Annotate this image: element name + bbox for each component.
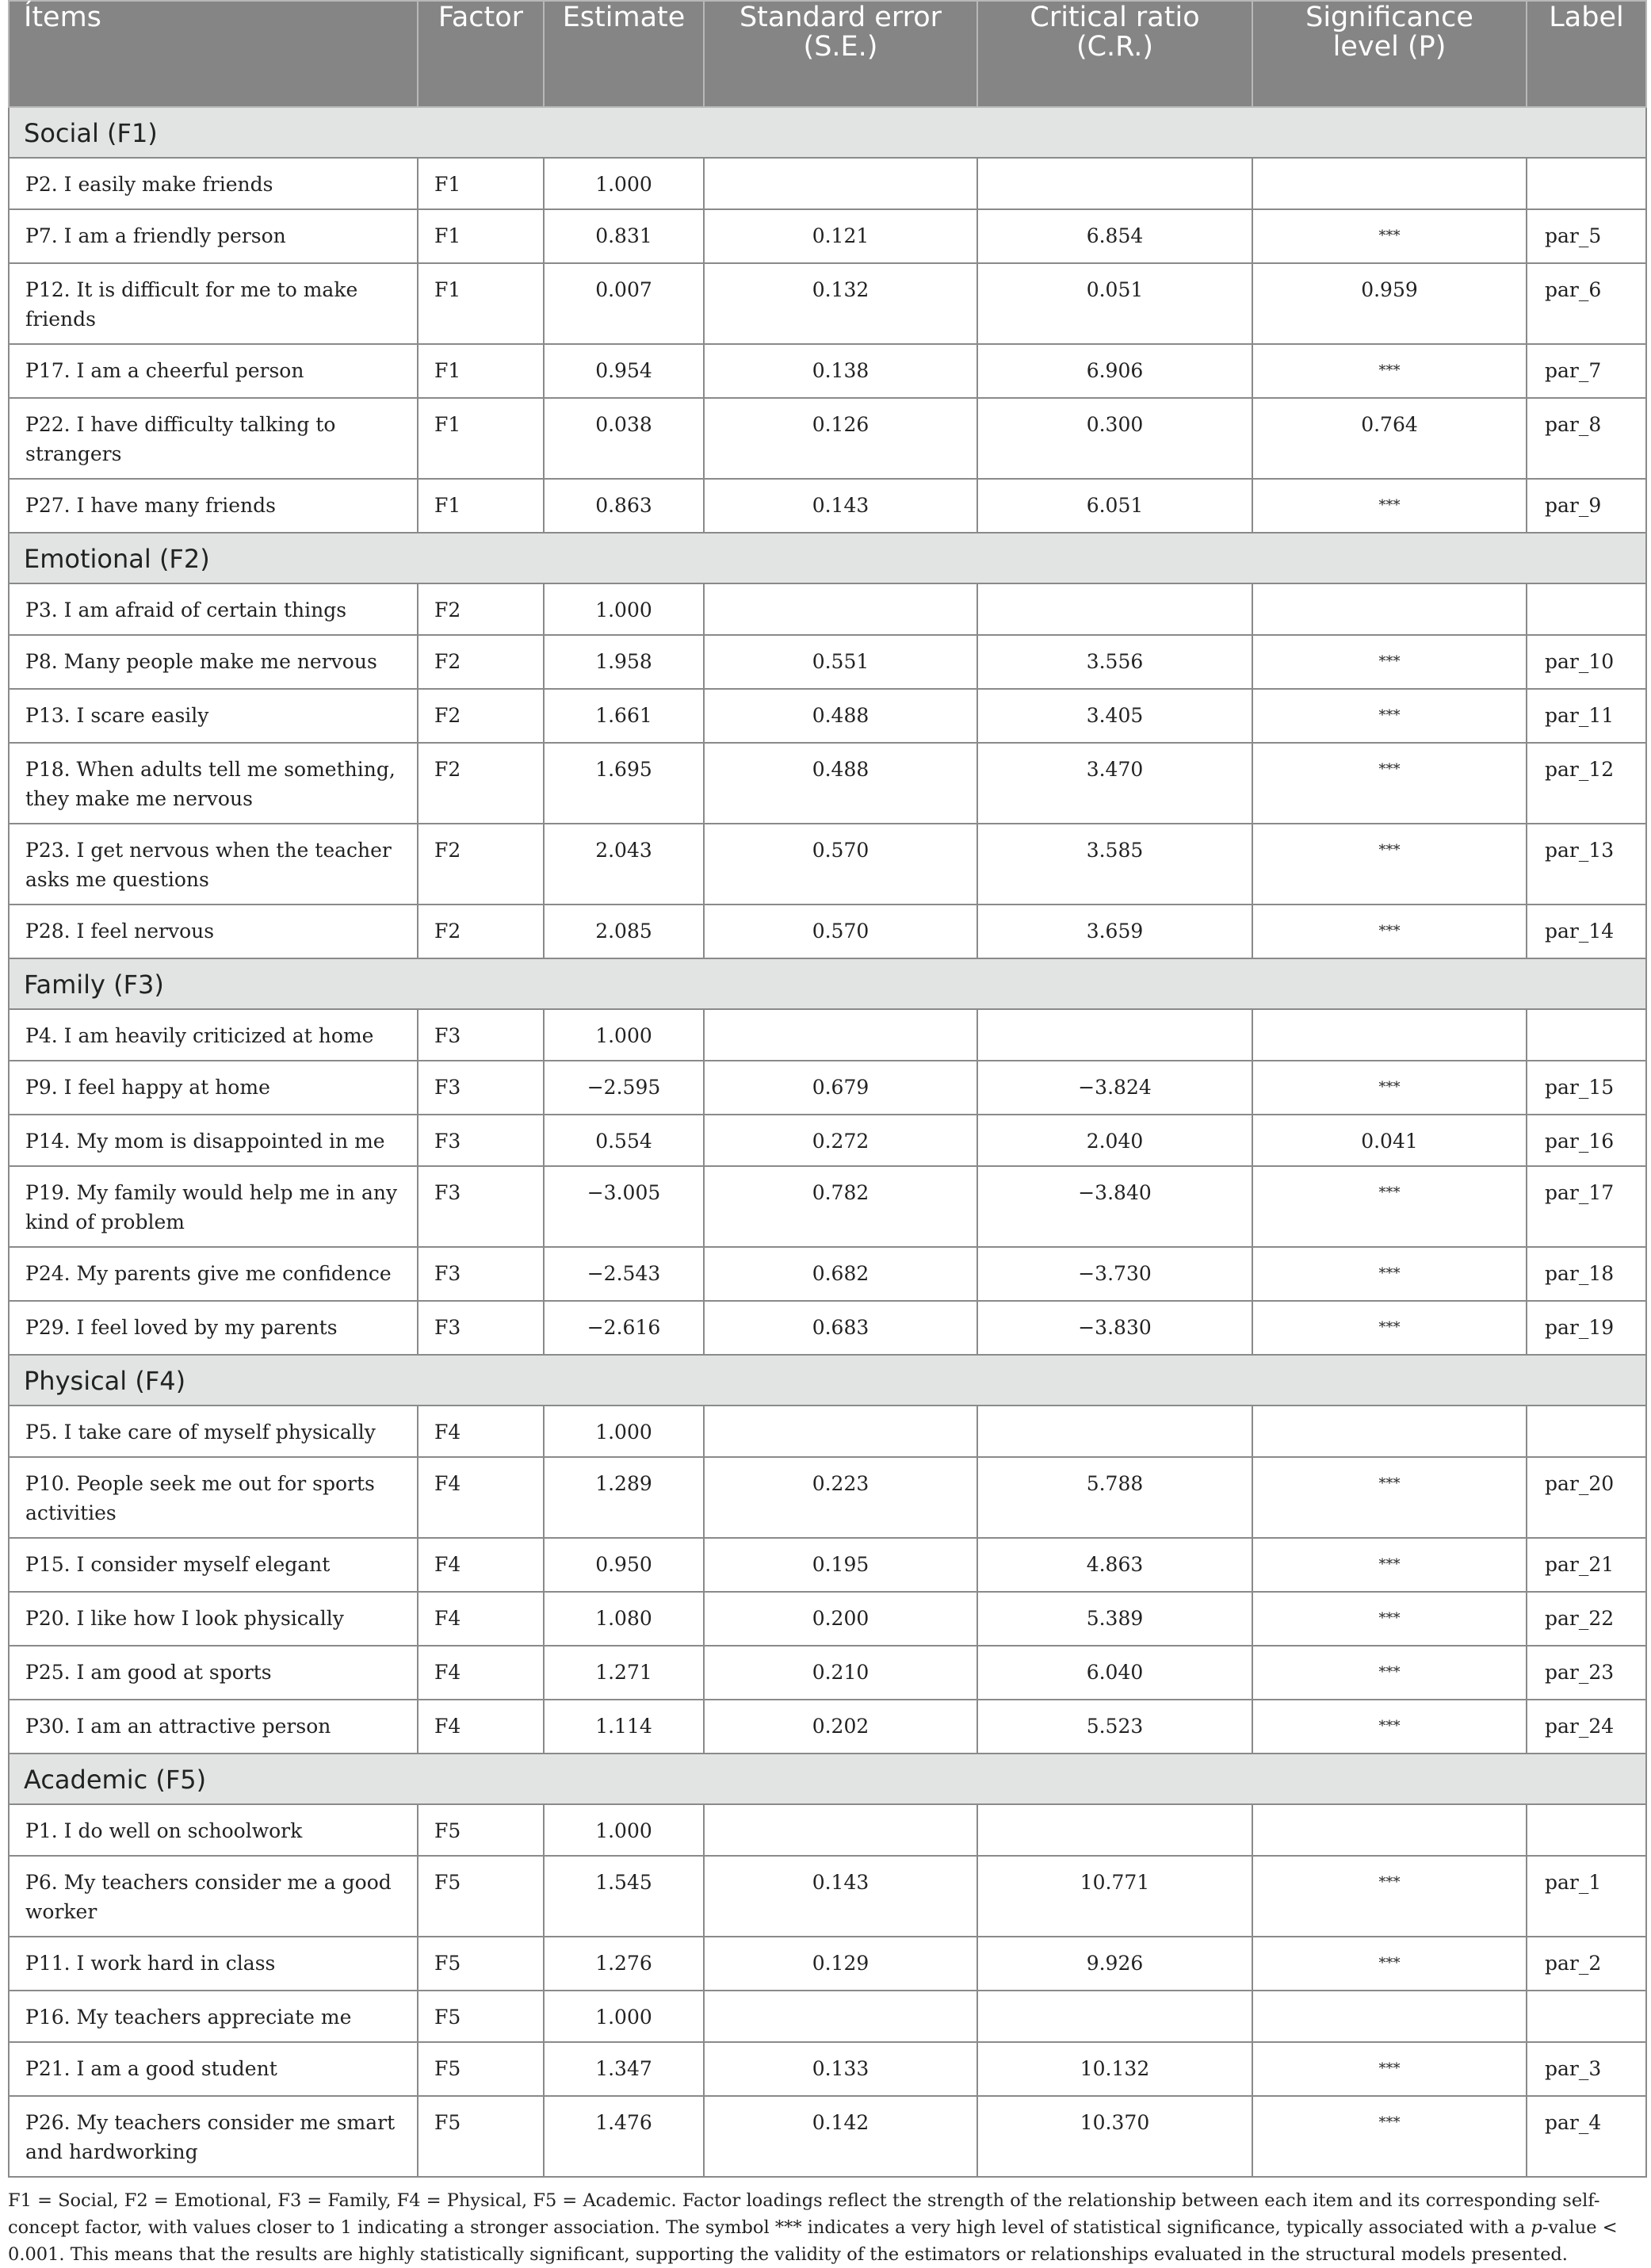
significance-cell [1252,158,1527,209]
item-cell: P5. I take care of myself physically [9,1406,418,1457]
label-cell: par_9 [1527,479,1646,533]
significance-cell: 0.959 [1252,263,1527,344]
critical-ratio-cell [977,1991,1252,2042]
standard-error-cell: 0.143 [704,1856,977,1937]
item-cell: P17. I am a cheerful person [9,344,418,398]
label-cell [1527,1406,1646,1457]
standard-error-cell: 0.679 [704,1061,977,1115]
label-cell: par_15 [1527,1061,1646,1115]
significance-cell: 0.764 [1252,398,1527,479]
factor-cell: F1 [418,158,544,209]
factor-cell: F3 [418,1301,544,1355]
header-se-line2: (S.E.) [803,31,878,63]
header-cr-line1: Critical ratio [1030,2,1200,33]
standard-error-cell [704,1406,977,1457]
table-row [9,1646,1646,1700]
critical-ratio-cell: 4.863 [977,1538,1252,1592]
critical-ratio-cell: −3.824 [977,1061,1252,1115]
item-cell: P10. People seek me out for sports activities [9,1457,418,1538]
label-cell: par_16 [1527,1115,1646,1166]
standard-error-cell: 0.132 [704,263,977,344]
factor-cell: F4 [418,1592,544,1646]
item-cell: P25. I am good at sports [9,1646,418,1700]
table-row [9,689,1646,743]
significance-cell [1252,1457,1527,1538]
critical-ratio-cell: 10.370 [977,2096,1252,2177]
label-cell: par_7 [1527,344,1646,398]
factor-cell: F1 [418,398,544,479]
estimate-cell: 2.085 [544,905,704,958]
significance-cell [1252,689,1527,743]
factor-cell: F2 [418,743,544,824]
significance-stars: *** [1378,842,1401,859]
significance-stars: *** [1378,761,1401,778]
estimate-cell: 0.038 [544,398,704,479]
item-cell: P12. It is difficult for me to make friends [9,263,418,344]
critical-ratio-cell: 3.585 [977,824,1252,905]
factor-cell: F5 [418,2042,544,2096]
table-row [9,263,1646,344]
significance-cell [1252,1166,1527,1247]
significance-cell [1252,1804,1527,1856]
item-cell: P18. When adults tell me something, they make me nervous [9,743,418,824]
table-row [9,1804,1646,1856]
standard-error-cell: 0.138 [704,344,977,398]
header-items: Ítems [9,1,418,107]
factor-cell: F5 [418,1937,544,1991]
label-cell [1527,1804,1646,1856]
significance-cell [1252,479,1527,533]
estimate-cell: −3.005 [544,1166,704,1247]
estimate-cell: 1.271 [544,1646,704,1700]
table-footnote [8,2187,1645,2268]
header-critical-ratio [977,1,1252,107]
critical-ratio-cell: 5.788 [977,1457,1252,1538]
significance-stars: *** [1378,923,1401,939]
section-title: Academic (F5) [9,1754,1646,1804]
standard-error-cell: 0.570 [704,824,977,905]
footnote-text-1: F1 = Social, F2 = Emotional, F3 = Family, F4 = Physical, F5 = Academic. Factor loadings reflect the strength of the relationship between each item and its corresponding self-concept factor, with values closer to 1 indicating a stronger association. The symbol *** indicates a very high level of statistical significance, typically associated with a [8,2190,1600,2238]
label-cell: par_4 [1527,2096,1646,2177]
item-cell: P20. I like how I look physically [9,1592,418,1646]
significance-stars: *** [1378,1556,1401,1573]
table-row [9,1009,1646,1061]
standard-error-cell: 0.210 [704,1646,977,1700]
label-cell: par_8 [1527,398,1646,479]
factor-cell: F3 [418,1115,544,1166]
table-row [9,1538,1646,1592]
critical-ratio-cell [977,158,1252,209]
section-header-row [9,1754,1646,1804]
significance-cell [1252,905,1527,958]
table-row [9,209,1646,263]
table-row [9,1937,1646,1991]
critical-ratio-cell [977,583,1252,635]
significance-cell [1252,1538,1527,1592]
header-standard-error [704,1,977,107]
header-estimate: Estimate [544,1,704,107]
critical-ratio-cell: 2.040 [977,1115,1252,1166]
standard-error-cell: 0.142 [704,2096,977,2177]
factor-cell: F4 [418,1700,544,1754]
factor-cell: F3 [418,1061,544,1115]
significance-cell [1252,1301,1527,1355]
estimate-cell: 0.950 [544,1538,704,1592]
factor-cell: F5 [418,1804,544,1856]
table-body [9,107,1646,2177]
critical-ratio-cell [977,1406,1252,1457]
header-se-line1: Standard error [739,2,942,33]
critical-ratio-cell: 0.051 [977,263,1252,344]
factor-cell: F2 [418,689,544,743]
factor-cell: F1 [418,344,544,398]
table-row [9,2042,1646,2096]
standard-error-cell: 0.202 [704,1700,977,1754]
significance-stars: *** [1378,1265,1401,1282]
critical-ratio-cell: 3.470 [977,743,1252,824]
standard-error-cell: 0.682 [704,1247,977,1301]
significance-stars: *** [1378,1955,1401,1972]
standard-error-cell: 0.570 [704,905,977,958]
table-row [9,479,1646,533]
estimate-cell: 1.000 [544,1804,704,1856]
item-cell: P28. I feel nervous [9,905,418,958]
estimate-cell: 1.545 [544,1856,704,1937]
significance-stars: *** [1378,1664,1401,1681]
standard-error-cell: 0.143 [704,479,977,533]
table-row [9,1856,1646,1937]
significance-cell [1252,1856,1527,1937]
factor-cell: F1 [418,479,544,533]
estimate-cell: 1.347 [544,2042,704,2096]
item-cell: P4. I am heavily criticized at home [9,1009,418,1061]
item-cell: P16. My teachers appreciate me [9,1991,418,2042]
table-row [9,824,1646,905]
critical-ratio-cell: 6.906 [977,344,1252,398]
factor-cell: F4 [418,1646,544,1700]
estimate-cell: 0.831 [544,209,704,263]
estimate-cell: 1.289 [544,1457,704,1538]
section-header-row [9,958,1646,1009]
standard-error-cell: 0.195 [704,1538,977,1592]
standard-error-cell: 0.126 [704,398,977,479]
item-cell: P9. I feel happy at home [9,1061,418,1115]
factor-cell: F4 [418,1538,544,1592]
standard-error-cell: 0.223 [704,1457,977,1538]
item-cell: P30. I am an attractive person [9,1700,418,1754]
item-cell: P11. I work hard in class [9,1937,418,1991]
factor-cell: F2 [418,905,544,958]
section-header-row [9,107,1646,158]
table-row [9,158,1646,209]
item-cell: P15. I consider myself elegant [9,1538,418,1592]
item-cell: P27. I have many friends [9,479,418,533]
factor-cell: F5 [418,2096,544,2177]
label-cell: par_12 [1527,743,1646,824]
standard-error-cell [704,1991,977,2042]
label-cell [1527,583,1646,635]
critical-ratio-cell: 0.300 [977,398,1252,479]
significance-stars: *** [1378,653,1401,670]
standard-error-cell: 0.488 [704,689,977,743]
critical-ratio-cell: 10.132 [977,2042,1252,2096]
label-cell: par_11 [1527,689,1646,743]
standard-error-cell: 0.272 [704,1115,977,1166]
label-cell: par_14 [1527,905,1646,958]
significance-cell [1252,583,1527,635]
significance-cell [1252,1009,1527,1061]
factor-cell: F2 [418,635,544,689]
significance-cell [1252,1991,1527,2042]
significance-cell [1252,824,1527,905]
estimate-cell: 1.000 [544,158,704,209]
factor-cell: F5 [418,1991,544,2042]
header-factor: Factor [418,1,544,107]
item-cell: P26. My teachers consider me smart and hardworking [9,2096,418,2177]
estimate-cell: −2.543 [544,1247,704,1301]
significance-cell [1252,344,1527,398]
critical-ratio-cell: −3.830 [977,1301,1252,1355]
estimate-cell: 2.043 [544,824,704,905]
standard-error-cell [704,1804,977,1856]
table-row [9,1592,1646,1646]
section-title: Social (F1) [9,107,1646,158]
header-significance [1252,1,1527,107]
estimate-cell: 1.114 [544,1700,704,1754]
factor-cell: F4 [418,1406,544,1457]
critical-ratio-cell: −3.730 [977,1247,1252,1301]
header-cr-line2: (C.R.) [1076,31,1154,63]
table-row [9,398,1646,479]
factor-cell: F4 [418,1457,544,1538]
estimate-cell: 1.476 [544,2096,704,2177]
standard-error-cell [704,158,977,209]
significance-cell [1252,2096,1527,2177]
significance-stars: *** [1378,1610,1401,1627]
significance-cell [1252,209,1527,263]
critical-ratio-cell: 6.051 [977,479,1252,533]
item-cell: P2. I easily make friends [9,158,418,209]
significance-stars: *** [1378,1184,1401,1201]
significance-stars: *** [1378,1079,1401,1096]
significance-stars: *** [1378,1319,1401,1336]
table-row [9,743,1646,824]
significance-cell [1252,1247,1527,1301]
significance-cell [1252,635,1527,689]
item-cell: P22. I have difficulty talking to strangers [9,398,418,479]
header-p-line1: Significance [1305,2,1473,33]
significance-stars: *** [1378,228,1401,244]
factor-cell: F1 [418,263,544,344]
estimate-cell: 0.954 [544,344,704,398]
estimate-cell: 1.000 [544,583,704,635]
standard-error-cell: 0.551 [704,635,977,689]
label-cell: par_5 [1527,209,1646,263]
label-cell: par_22 [1527,1592,1646,1646]
footnote-p-italic: p [1531,2217,1542,2238]
item-cell: P3. I am afraid of certain things [9,583,418,635]
header-p-line2: level (P) [1332,31,1447,63]
label-cell: par_21 [1527,1538,1646,1592]
estimate-cell: 1.276 [544,1937,704,1991]
critical-ratio-cell: 10.771 [977,1856,1252,1937]
table-row [9,1061,1646,1115]
label-cell: par_24 [1527,1700,1646,1754]
standard-error-cell: 0.129 [704,1937,977,1991]
label-cell: par_19 [1527,1301,1646,1355]
item-cell: P7. I am a friendly person [9,209,418,263]
estimate-cell: 1.000 [544,1991,704,2042]
standard-error-cell: 0.133 [704,2042,977,2096]
critical-ratio-cell: 5.389 [977,1592,1252,1646]
label-cell [1527,1009,1646,1061]
significance-stars: *** [1378,497,1401,514]
label-cell: par_13 [1527,824,1646,905]
factor-cell: F2 [418,824,544,905]
factor-cell: F1 [418,209,544,263]
significance-stars: *** [1378,1718,1401,1734]
section-title: Emotional (F2) [9,533,1646,583]
critical-ratio-cell: 3.556 [977,635,1252,689]
standard-error-cell: 0.683 [704,1301,977,1355]
item-cell: P6. My teachers consider me a good worker [9,1856,418,1937]
section-title: Physical (F4) [9,1355,1646,1406]
estimate-cell: 0.863 [544,479,704,533]
estimate-cell: 1.958 [544,635,704,689]
estimate-cell: 0.007 [544,263,704,344]
table-row [9,1166,1646,1247]
estimate-cell: 1.080 [544,1592,704,1646]
table-row [9,1247,1646,1301]
label-cell [1527,1991,1646,2042]
table-row [9,344,1646,398]
critical-ratio-cell [977,1804,1252,1856]
significance-cell [1252,1646,1527,1700]
factor-cell: F2 [418,583,544,635]
table-row [9,1115,1646,1166]
critical-ratio-cell: 3.659 [977,905,1252,958]
label-cell: par_2 [1527,1937,1646,1991]
critical-ratio-cell [977,1009,1252,1061]
item-cell: P23. I get nervous when the teacher asks me questions [9,824,418,905]
section-header-row [9,533,1646,583]
item-cell: P24. My parents give me confidence [9,1247,418,1301]
header-label: Label [1527,1,1646,107]
section-header-row [9,1355,1646,1406]
label-cell: par_3 [1527,2042,1646,2096]
factor-cell: F3 [418,1009,544,1061]
estimate-cell: 1.695 [544,743,704,824]
significance-stars: *** [1378,2114,1401,2131]
table-row [9,2096,1646,2177]
significance-cell [1252,1700,1527,1754]
section-title: Family (F3) [9,958,1646,1009]
estimate-cell: 1.000 [544,1406,704,1457]
significance-stars: *** [1378,362,1401,379]
estimate-cell: 1.661 [544,689,704,743]
standard-error-cell: 0.782 [704,1166,977,1247]
header-row [9,1,1646,107]
item-cell: P13. I scare easily [9,689,418,743]
table-row [9,1700,1646,1754]
table-row [9,1457,1646,1538]
significance-stars: *** [1378,2060,1401,2077]
significance-cell [1252,1061,1527,1115]
significance-cell [1252,1937,1527,1991]
standard-error-cell: 0.121 [704,209,977,263]
standard-error-cell [704,583,977,635]
label-cell: par_17 [1527,1166,1646,1247]
item-cell: P8. Many people make me nervous [9,635,418,689]
critical-ratio-cell: 3.405 [977,689,1252,743]
significance-stars: *** [1378,1874,1401,1891]
label-cell: par_20 [1527,1457,1646,1538]
label-cell [1527,158,1646,209]
item-cell: P14. My mom is disappointed in me [9,1115,418,1166]
table-row [9,635,1646,689]
significance-cell [1252,1592,1527,1646]
critical-ratio-cell: 6.854 [977,209,1252,263]
label-cell: par_23 [1527,1646,1646,1700]
estimate-cell: 1.000 [544,1009,704,1061]
significance-stars: *** [1378,707,1401,724]
label-cell: par_1 [1527,1856,1646,1937]
critical-ratio-cell: −3.840 [977,1166,1252,1247]
standard-error-cell [704,1009,977,1061]
factor-cell: F5 [418,1856,544,1937]
estimate-cell: 0.554 [544,1115,704,1166]
factor-loadings-table [8,0,1647,2178]
label-cell: par_6 [1527,263,1646,344]
table-row [9,1301,1646,1355]
table-container [8,0,1645,2268]
table-row [9,583,1646,635]
footnote-text-2: -value < 0.001. This means that the results are highly statistically significant, supporting the validity of the estimators or relationships evaluated in the structural models presented. [8,2217,1618,2265]
label-cell: par_10 [1527,635,1646,689]
standard-error-cell: 0.488 [704,743,977,824]
significance-cell [1252,1406,1527,1457]
critical-ratio-cell: 6.040 [977,1646,1252,1700]
item-cell: P21. I am a good student [9,2042,418,2096]
item-cell: P29. I feel loved by my parents [9,1301,418,1355]
factor-cell: F3 [418,1166,544,1247]
factor-cell: F3 [418,1247,544,1301]
table-row [9,905,1646,958]
table-row [9,1991,1646,2042]
critical-ratio-cell: 9.926 [977,1937,1252,1991]
significance-stars: *** [1378,1475,1401,1492]
critical-ratio-cell: 5.523 [977,1700,1252,1754]
estimate-cell: −2.616 [544,1301,704,1355]
significance-cell [1252,743,1527,824]
item-cell: P1. I do well on schoolwork [9,1804,418,1856]
standard-error-cell: 0.200 [704,1592,977,1646]
item-cell: P19. My family would help me in any kind of problem [9,1166,418,1247]
label-cell: par_18 [1527,1247,1646,1301]
estimate-cell: −2.595 [544,1061,704,1115]
table-row [9,1406,1646,1457]
significance-cell [1252,2042,1527,2096]
significance-cell: 0.041 [1252,1115,1527,1166]
